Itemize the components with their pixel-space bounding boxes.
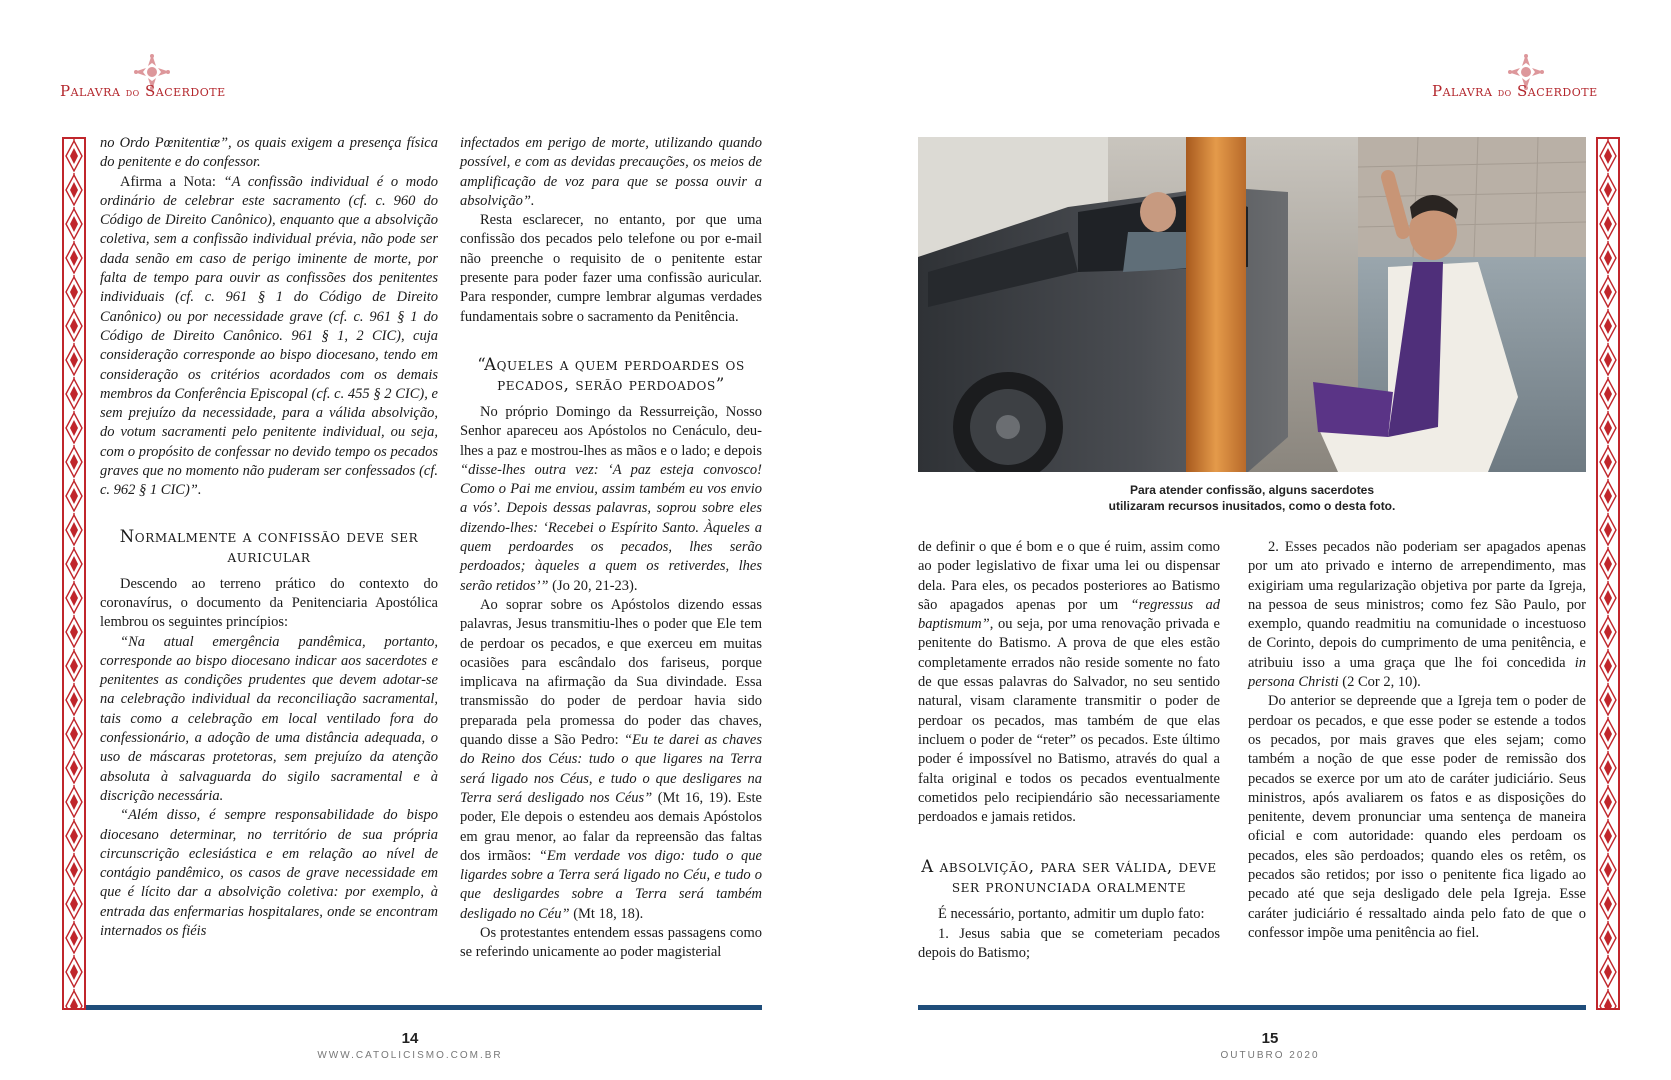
paragraph: 2. Esses pecados não poderiam ser apagados apenas por um ato privado e interno de arrependimento, mas exigiriam uma regularização objetiva por parte da Igreja, na pessoa de seus ministros; como fez São Paulo, por exemplo, quando readmitiu na comunidade o incestuoso de Corinto, depois do cumprimento de uma penitência, e atribuiu isso a uma graça que lhe foi concedida in persona Christi (2 Cor 2, 10).: [1248, 539, 1586, 691]
paragraph: infectados em perigo de morte, utilizando quando possível, e com as devidas precauções, os meios de amplificação de voz para que se possa ouvir a absolvição”.: [460, 135, 762, 209]
section-heading: Normalmente a confissão deve ser auricular: [119, 526, 419, 566]
right-column-1: [918, 538, 1220, 963]
footer-date: OUTUBRO 2020: [1220, 1050, 1320, 1061]
decorative-border-right: [1596, 137, 1620, 1010]
paragraph: No próprio Domingo da Ressurreição, Nosso Senhor apareceu aos Apóstolos no Cenáculo, deu-lhes a paz e mostrou-lhes as mãos e o lado; e depois “disse-lhes outra vez: ‘A paz esteja convosco! Como o Pai me enviou, assim também eu vos envio a vós’. Depois dessas palavras, soprou sobre eles dizendo-lhes: ‘Recebei o Espírito Santo. Àqueles a quem perdoardes os pecados, lhes serão perdoados; àqueles a quem os retiverdes, lhes serão retidos’” (Jo 20, 21-23).: [460, 403, 762, 594]
page-number-left: 14: [401, 1030, 419, 1047]
header-title-right: Palavra do Sacerdote: [1432, 82, 1598, 100]
confession-photo: [918, 137, 1586, 472]
paragraph: no Ordo Pœnitentiæ”, os quais exigem a presença física do penitente e do confessor.: [100, 135, 438, 171]
paragraph: de definir o que é bom e o que é ruim, assim como ao poder legislativo de fixar uma lei ou dispensar dela. Para eles, os pecados posteriores ao Batismo são apagados apenas por um “regressus ad baptismum”, ou seja, por uma renovação privada e penitente do Batismo. A prova de que eles estão completamente errados não reside somente no fato de que essas palavras do Salvador, no seu sentido natural, visam claramente transmitir o poder de perdoar os pecados, mas também de que elas incluem o poder de “reter” os pecados. Este último poder é impossível no Batismo, através do qual a falta original e todos os pecados eventualmente cometidos pelo recipiendário são necessariamente perdoados e jamais retidos.: [918, 539, 1220, 826]
paragraph: Resta esclarecer, no entanto, por que uma confissão dos pecados pelo telefone ou por e-mail não preenche o requisito de o penitente estar presente para poder fazer uma confissão auricular. Para responder, cumpre lembrar algumas verdades fundamentais sobre o sacramento da Penitência.: [460, 212, 762, 325]
photo-caption: Para atender confissão, alguns sacerdotes utilizaram recursos inusitados, como o desta foto.: [1108, 483, 1396, 513]
section-heading: “Aqueles a quem perdoardes os pecados, serão perdoados”: [477, 354, 745, 394]
footer-rule-right: [918, 1005, 1586, 1010]
paragraph: Ao soprar sobre os Apóstolos dizendo essas palavras, Jesus transmitiu-lhes o poder que Ele tem de perdoar os pecados, e que exerceu em muitas ocasiões para escândalo dos fariseus, porque implicava na afirmação da Sua divindade. Essa transmissão do poder de perdoar havia sido preparada pela promessa do poder das chaves, quando disse a São Pedro: “Eu te darei as chaves do Reino dos Céus: tudo o que ligares na Terra será ligado nos Céus, e tudo o que desligares na Terra será desligado nos Céus” (Mt 16, 19). Este poder, Ele depois o estendeu aos demais Apóstolos em grau menor, ao falar da repreensão das faltas dos irmãos: “Em verdade vos digo: tudo o que ligardes sobre a Terra será ligado no Céu, e tudo o que desligardes sobre a Terra será também desligado no Céu” (Mt 18, 18).: [460, 596, 762, 922]
section-heading: A absolvição, para ser válida, deve ser pronunciada oralmente: [921, 857, 1217, 897]
paragraph: Descendo ao terreno prático do contexto do coronavírus, o documento da Penitenciaria Apostólica lembrou os seguintes princípios:: [100, 575, 438, 631]
paragraph: É necessário, portanto, admitir um duplo fato:: [938, 906, 1205, 923]
header-title-left: Palavra do Sacerdote: [60, 82, 226, 100]
paragraph: 1. Jesus sabia que se cometeriam pecados depois do Batismo;: [918, 925, 1220, 962]
paragraph: “Além disso, é sempre responsabilidade do bispo diocesano determinar, no território de sua própria circunscrição eclesiástica e em relação ao nível de contágio pandêmico, os casos de grave necessidade em que é lícito dar a absolvição coletiva: por exemplo, à entrada das enfermarias hospitalares, onde se encontram internados os fiéis: [100, 807, 438, 939]
paragraph: Afirma a Nota: “A confissão individual é o modo ordinário de celebrar este sacramento (cf. c. 960 do Código de Direito Canônico), enquanto que a absolvição coletiva, sem a confissão individual prévia, não pode ser dada senão em caso de perigo iminente de morte, por falta de tempo para ouvir as confissões dos penitentes individuais (cf. c. 961 § 1 do Código de Direito Canônico) ou por necessidade grave (cf. c. 961 § 1 do Código de Direito Canônico. 961 § 1, 2 CIC), cuja consideração corresponde ao bispo diocesano, tendo em consideração os critérios acordados com os demais membros da Conferência Episcopal (cf. c. 455 § 2 CIC), e sem prejuízo da necessidade, para a válida absolvição, do votum sacramenti pelo penitente individual, ou seja, com o propósito de confessar no devido tempo os pecados graves que no momento não puderam ser confessados (cf. c. 962 § 1 CIC)”.: [100, 173, 438, 499]
page-number-right: 15: [1261, 1030, 1279, 1047]
footer-website: WWW.CATOLICISMO.COM.BR: [317, 1050, 503, 1061]
paragraph: “Na atual emergência pandêmica, portanto, corresponde ao bispo diocesano indicar aos sacerdotes e penitentes as condições prudentes que devem adotar-se na celebração individual da reconciliação sacramental, tais como a celebração em local ventilado fora do confessionário, a adoção de uma distância adequada, o uso de máscaras protetoras, sem prejuízo da atenção absoluta à salvaguarda do sigilo sacramental e à discrição necessária.: [100, 633, 438, 804]
right-column-2: [1248, 538, 1586, 943]
paragraph: Do anterior se depreende que a Igreja tem o poder de perdoar os pecados, e que esse poder se estende a todos os pecados, por mais graves que eles sejam; como também a noção de que esse poder de remissão dos pecados se exerce por um ato de caráter judiciário. Seus ministros, após avaliarem os fatos e as disposições do penitente, devem pronunciar uma sentença de maneira oficial e com autoridade: quando eles perdoam os pecados, eles são perdoados; quando eles os retêm, os pecados são retidos; por isso o penitente fica ligado ao pecado até que seja desligado dele pela Igreja. Esse caráter judiciário é ressaltado ainda pelo fato de que o confessor impõe uma penitência ao fiel.: [1248, 693, 1586, 941]
paragraph: Os protestantes entendem essas passagens como se referindo unicamente ao poder magisterial: [460, 924, 762, 961]
